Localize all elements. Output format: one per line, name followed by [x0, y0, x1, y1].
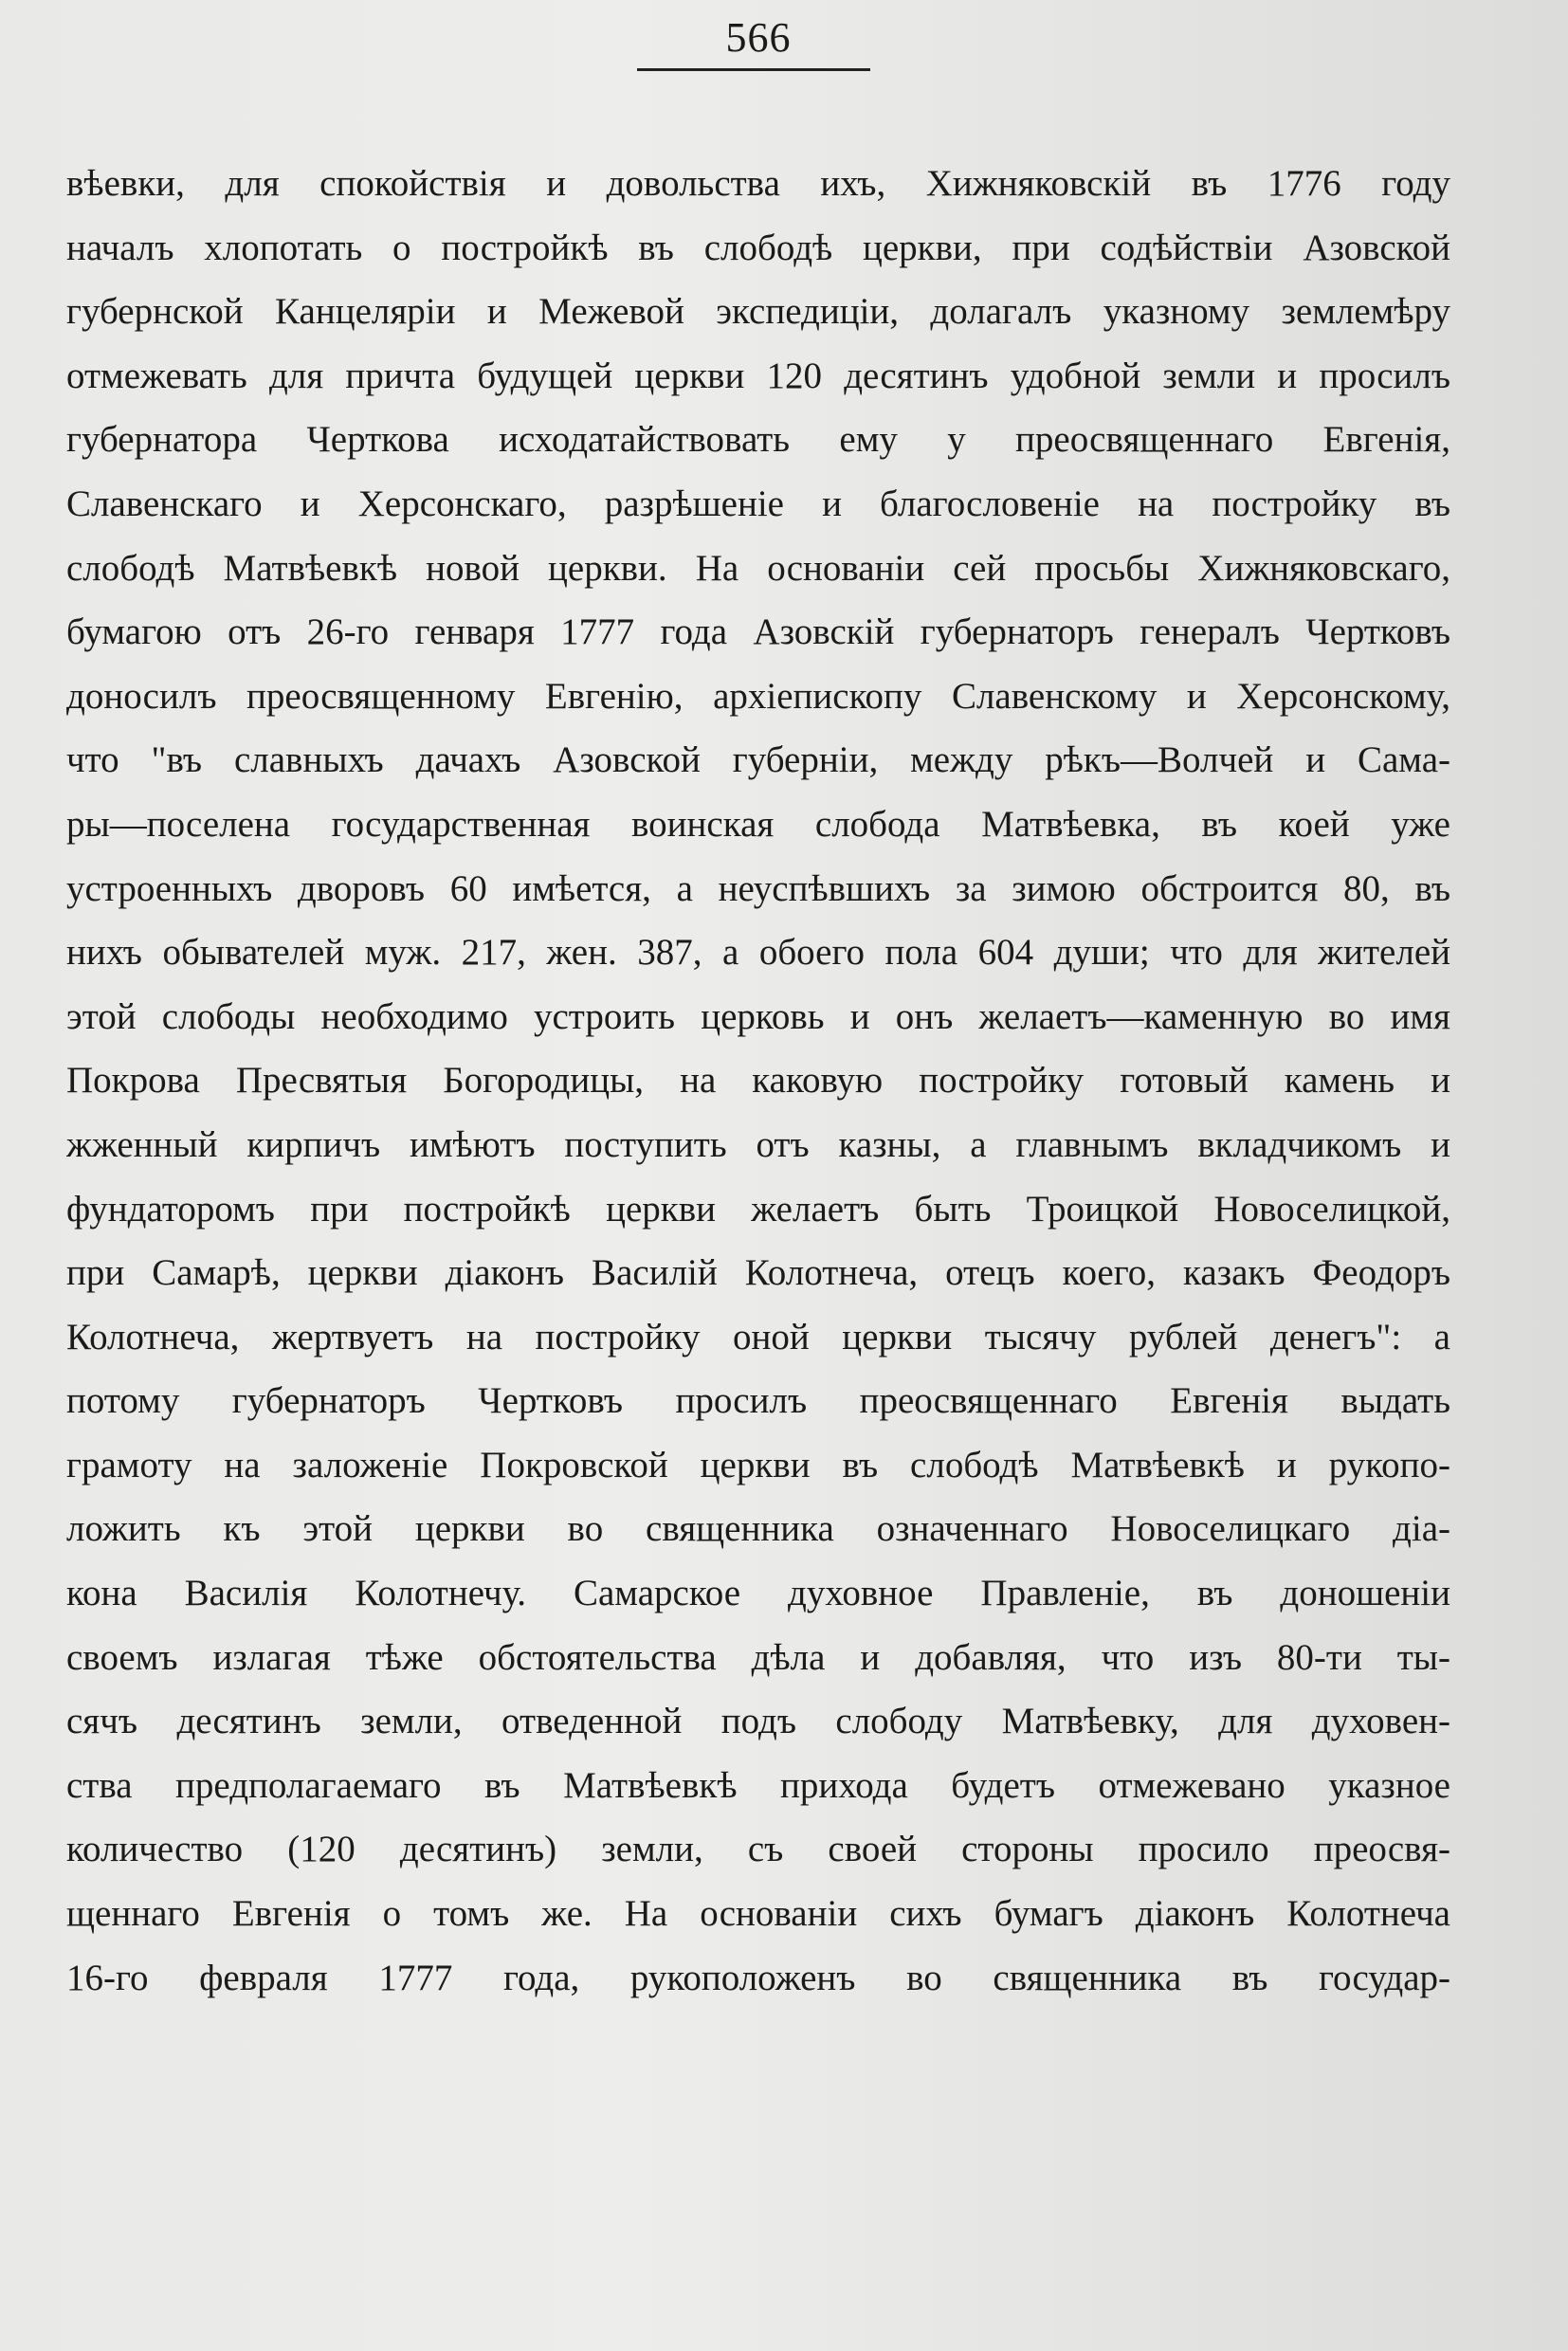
text-line: губернатора Черткова исходатайствовать ему у преосвященнаго Евгенія, — [66, 419, 1450, 461]
text-line: щеннаго Евгенія о томъ же. На основаніи сихъ бумагъ діаконъ Колотнеча — [66, 1893, 1450, 1935]
text-line: слободѣ Матвѣевкѣ новой церкви. На основаніи сей просьбы Хижняковскаго, — [66, 547, 1450, 589]
text-line: отмежевать для причта будущей церкви 120 десятинъ удобной земли и просилъ — [66, 355, 1450, 396]
text-line: нихъ обывателей муж. 217, жен. 387, а обоего пола 604 души; что для жителей — [66, 932, 1450, 974]
text-line: кона Василія Колотнечу. Самарское духовное Правленіе, въ доношеніи — [66, 1573, 1450, 1614]
text-line: Колотнеча, жертвуетъ на постройку оной церкви тысячу рублей денегъ": а — [66, 1316, 1450, 1358]
text-line: 16-го февраля 1777 года, рукоположенъ во священника въ государ- — [66, 1957, 1450, 1998]
text-line: жженный кирпичъ имѣютъ поступить отъ казны, а главнымъ вкладчикомъ и — [66, 1123, 1450, 1165]
text-line: фундаторомъ при постройкѣ церкви желаетъ быть Троицкой Новоселицкой, — [66, 1188, 1450, 1230]
text-line: Славенскаго и Херсонскаго, разрѣшеніе и благословеніе на постройку въ — [66, 483, 1450, 524]
text-line: грамоту на заложеніе Покровской церкви въ слободѣ Матвѣевкѣ и рукопо- — [66, 1444, 1450, 1485]
body-text — [66, 152, 1450, 2010]
text-line: губернской Канцеляріи и Межевой экспедиціи, долагалъ указному землемѣру — [66, 291, 1450, 333]
text-line: что "въ славныхъ дачахъ Азовской губерніи, между рѣкъ—Волчей и Сама- — [66, 739, 1450, 781]
text-line: ры—поселена государственная воинская слобода Матвѣевка, въ коей уже — [66, 803, 1450, 845]
text-line: этой слободы необходимо устроить церковь и онъ желаетъ—каменную во имя — [66, 995, 1450, 1037]
text-line: устроенныхъ дворовъ 60 имѣется, а неуспѣвшихъ за зимою обстроится 80, въ — [66, 867, 1450, 909]
text-line: ства предполагаемаго въ Матвѣевкѣ прихода будетъ отмежевано указное — [66, 1764, 1450, 1806]
text-line: началъ хлопотать о постройкѣ въ слободѣ церкви, при содѣйствіи Азовской — [66, 227, 1450, 268]
page-header — [0, 0, 1568, 76]
text-line: сячъ десятинъ земли, отведенной подъ слободу Матвѣевку, для духовен- — [66, 1701, 1450, 1742]
header-rule — [637, 68, 870, 71]
text-line: потому губернаторъ Чертковъ просилъ преосвященнаго Евгенія выдать — [66, 1380, 1450, 1422]
text-line: своемъ излагая тѣже обстоятельства дѣла и добавляя, что изъ 80-ти ты- — [66, 1636, 1450, 1678]
text-line: доносилъ преосвященному Евгенію, архіепископу Славенскому и Херсонскому, — [66, 675, 1450, 717]
text-line: при Самарѣ, церкви діаконъ Василій Колотнеча, отецъ коего, казакъ Феодоръ — [66, 1252, 1450, 1294]
page-number: 566 — [725, 14, 792, 61]
text-line: Покрова Пресвятыя Богородицы, на каковую постройку готовый камень и — [66, 1060, 1450, 1102]
text-line: количество (120 десятинъ) земли, съ своей стороны просило преосвя- — [66, 1829, 1450, 1870]
text-line: ложить къ этой церкви во священника означеннаго Новоселицкаго діа- — [66, 1508, 1450, 1550]
text-line: бумагою отъ 26-го генваря 1777 года Азовскій губернаторъ генералъ Чертковъ — [66, 611, 1450, 653]
text-line: вѣевки, для спокойствія и довольства ихъ, Хижняковскій въ 1776 году — [66, 163, 1450, 204]
